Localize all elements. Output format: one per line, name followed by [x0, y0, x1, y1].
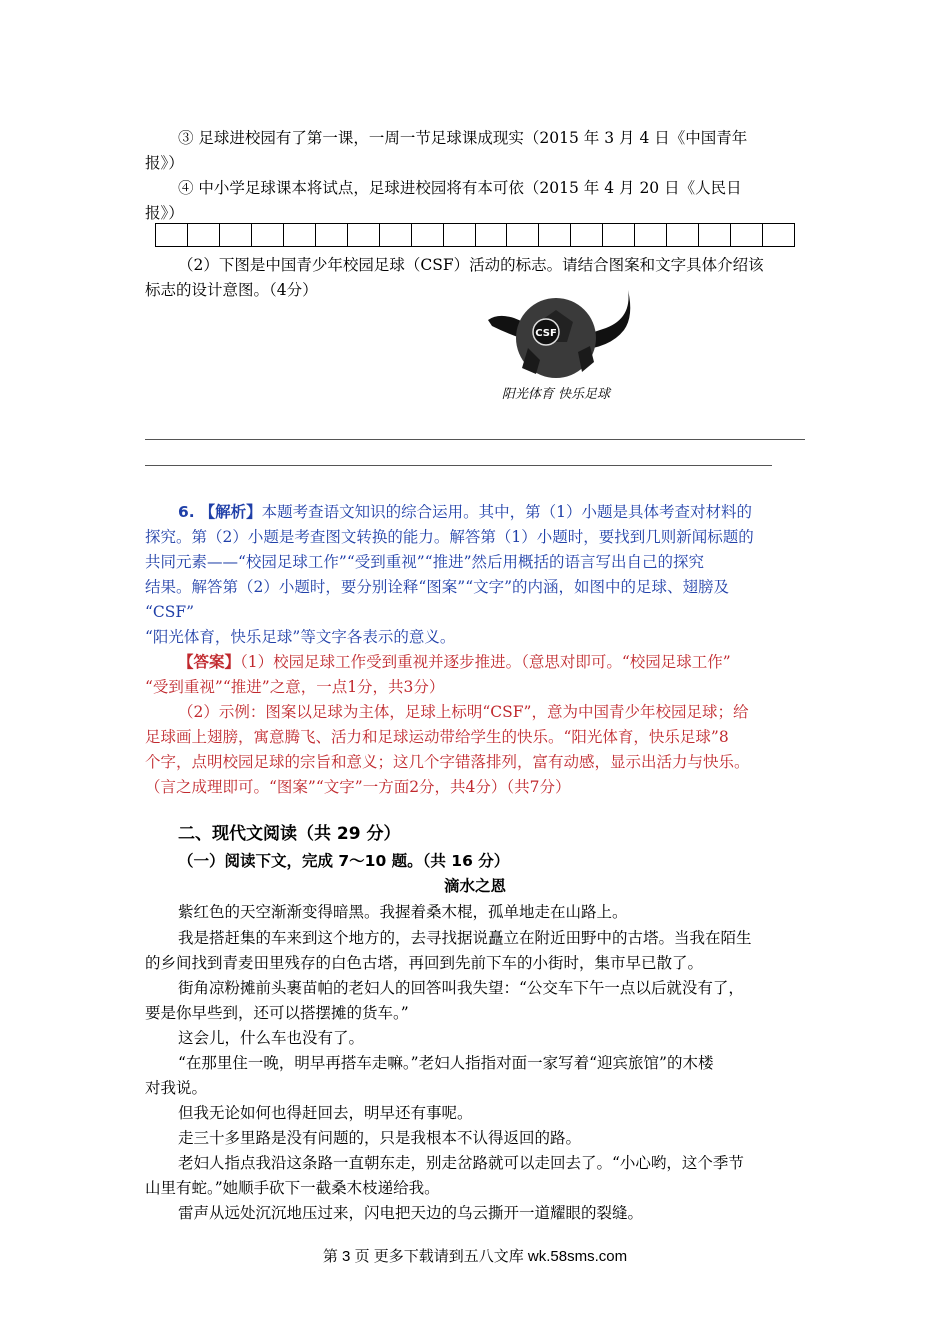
answer-grid[interactable] — [155, 223, 795, 247]
section-subheading: （一）阅读下文，完成 7～10 题。（共 16 分） — [178, 852, 510, 870]
story-paragraph: 但我无论如何也得赶回去，明早还有事呢。 — [178, 1104, 473, 1122]
story-paragraph-cont: 要是你早些到，还可以搭摆摊的货车。” — [145, 1004, 409, 1022]
analysis-line-2: 探究。第（2）小题是考查图文转换的能力。解答第（1）小题时，要找到几则新闻标题的 — [145, 528, 754, 546]
story-paragraph-cont: 山里有蛇。”她顺手砍下一截桑木枝递给我。 — [145, 1179, 440, 1197]
story-title: 滴水之恩 — [443, 877, 506, 895]
story-paragraph: 老妇人指点我沿这条路一直朝东走，别走岔路就可以走回去了。“小心哟，这个季节 — [178, 1154, 744, 1172]
story-paragraph: “在那里住一晚，明早再搭车走嘛。”老妇人指指对面一家写着“迎宾旅馆”的木楼 — [178, 1054, 714, 1072]
answer-line-1[interactable] — [145, 439, 805, 440]
csf-badge-text: CSF — [535, 328, 557, 339]
answer-line-a4: 足球画上翅膀，寓意腾飞、活力和足球运动带给学生的快乐。“阳光体育，快乐足球”8 — [145, 728, 729, 746]
answer-line-a1: 【答案】（1）校园足球工作受到重视并逐步推进。（意思对即可。“校园足球工作” — [178, 653, 731, 671]
answer-tag: 【答案】 — [178, 653, 241, 671]
logo-slogan: 阳光体育 快乐足球 — [501, 387, 611, 402]
story-paragraph-cont: 对我说。 — [145, 1079, 208, 1097]
section-heading: 二、现代文阅读（共 29 分） — [178, 824, 401, 844]
analysis-line-6: “阳光体育，快乐足球”等文字各表示的意义。 — [145, 628, 456, 646]
story-paragraph: 这会儿，什么车也没有了。 — [178, 1029, 365, 1047]
answer-line-a5: 个字，点明校园足球的宗旨和意义；这几个字错落排列，富有动感，显示出活力与快乐。 — [145, 753, 750, 771]
csf-logo — [478, 288, 638, 408]
page-footer: 第 3 页 更多下载请到五八文库 wk.58sms.com — [322, 1248, 628, 1265]
story-paragraph: 街角凉粉摊前头裹苗帕的老妇人的回答叫我失望：“公交车下午一点以后就没有了， — [178, 979, 744, 997]
story-paragraph: 我是搭赶集的车来到这个地方的，去寻找据说矗立在附近田野中的古塔。当我在陌生 — [178, 929, 752, 947]
analysis-line-3: 共同元素——“校园足球工作”“受到重视”“推进”然后用概括的语言写出自己的探究 — [145, 553, 705, 571]
analysis-line-1: 6. 【解析】本题考查语文知识的综合运用。其中，第（1）小题是具体考查对材料的 — [178, 503, 753, 521]
story-paragraph: 紫红色的天空渐渐变得暗黑。我握着桑木棍，孤单地走在山路上。 — [178, 903, 628, 921]
answer-line-a6: （言之成理即可。“图案”“文字”一方面2分，共4分）（共7分） — [145, 778, 571, 796]
news-item-3: ③ 足球进校园有了第一课，一周一节足球课成现实（2015 年 3 月 4 日《中国青年 — [178, 129, 748, 147]
news-item-3-cont: 报》） — [145, 154, 184, 172]
analysis-line-4: 结果。解答第（2）小题时，要分别诠释“图案”“文字”的内涵，如图中的足球、翅膀及 — [145, 578, 730, 596]
story-paragraph: 走三十多里路是没有问题的，只是我根本不认得返回的路。 — [178, 1129, 582, 1147]
news-item-4-cont: 报》） — [145, 204, 184, 222]
story-paragraph: 雷声从远处沉沉地压过来，闪电把天边的乌云撕开一道耀眼的裂缝。 — [178, 1204, 644, 1222]
answer-line-2[interactable] — [145, 465, 772, 466]
analysis-tag: 【解析】 — [199, 503, 262, 521]
analysis-line-5: “CSF” — [145, 603, 195, 621]
story-paragraph-cont: 的乡间找到青麦田里残存的白色古塔，再回到先前下车的小街时，集市早已散了。 — [145, 954, 704, 972]
answer-line-a2: “受到重视”“推进”之意，一点1分，共3分） — [145, 678, 445, 696]
answer-line-a3: （2）示例：图案以足球为主体，足球上标明“CSF”，意为中国青少年校园足球；给 — [178, 703, 749, 721]
winged-football-icon — [478, 288, 638, 408]
news-item-4: ④ 中小学足球课本将试点，足球进校园将有本可依（2015 年 4 月 20 日《人民日 — [178, 179, 742, 197]
question-2-line-2: 标志的设计意图。（4分） — [145, 281, 318, 299]
question-2-line-1: （2）下图是中国青少年校园足球（CSF）活动的标志。请结合图案和文字具体介绍该 — [178, 256, 764, 274]
question-number: 6. — [178, 503, 195, 521]
